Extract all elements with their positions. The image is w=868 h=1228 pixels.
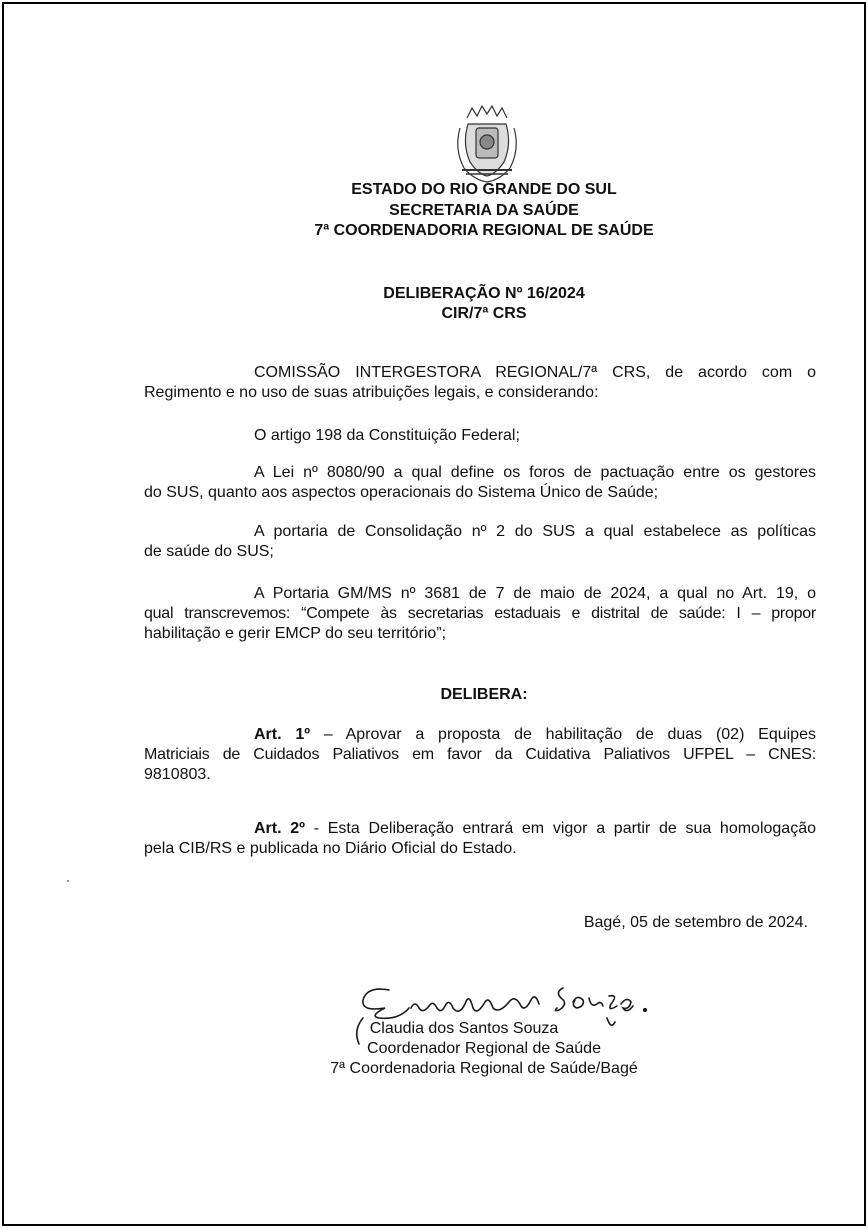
- paragraph-commission: COMISSÃO INTERGESTORA REGIONAL/7ª CRS, de acordo com o Regimento e no uso de suas atribuições legais, e considerando:: [144, 364, 816, 401]
- paragraph-portaria-gm: A Portaria GM/MS nº 3681 de 7 de maio de 2024, a qual no Art. 19, o qual transcrevemos: “Compete às secretarias estaduais e distrital de saúde: I – propor habilitação e gerir EMCP do seu território”;: [144, 585, 816, 642]
- place-and-date: Bagé, 05 de setembro de 2024.: [583, 914, 808, 931]
- deliberation-number: DELIBERAÇÃO Nº 16/2024: [383, 285, 585, 302]
- signature-block: [294, 1019, 674, 1079]
- scan-speck: [67, 880, 69, 882]
- signer-role: Coordenador Regional de Saúde: [367, 1040, 601, 1057]
- state-name: ESTADO DO RIO GRANDE DO SUL: [351, 181, 617, 198]
- department-name: SECRETARIA DA SAÚDE: [389, 201, 579, 219]
- paragraph-constitution: O artigo 198 da Constituição Federal;: [254, 427, 520, 444]
- signer-organization: 7ª Coordenadoria Regional de Saúde/Bagé: [330, 1060, 638, 1077]
- regional-office-name: 7ª COORDENADORIA REGIONAL DE SAÚDE: [314, 222, 654, 239]
- article-1-label: Art. 1º: [254, 726, 311, 743]
- article-2-label: Art. 2º: [254, 820, 305, 837]
- signer-name: Claudia dos Santos Souza: [369, 1020, 559, 1037]
- deliberation-body: CIR/7ª CRS: [441, 305, 527, 322]
- delibera-heading: DELIBERA:: [440, 686, 528, 703]
- article-2: Art. 2º - Esta Deliberação entrará em vigor a partir de sua homologação pela CIB/RS e publicada no Diário Oficial do Estado.: [144, 820, 816, 857]
- paragraph-portaria-consolidacao: A portaria de Consolidação nº 2 do SUS a qual estabelece as políticas de saúde do SUS;: [144, 523, 816, 560]
- paragraph-law: A Lei nº 8080/90 a qual define os foros de pactuação entre os gestores do SUS, quanto aos aspectos operacionais do Sistema Único de Saúde;: [144, 464, 816, 501]
- coat-of-arms-icon: [452, 104, 522, 184]
- letterhead: [234, 180, 734, 242]
- document-page: [2, 2, 866, 1226]
- deliberation-title: [334, 284, 634, 324]
- article-1: Art. 1º – Aprovar a proposta de habilitação de duas (02) Equipes Matriciais de Cuidados Paliativos em favor da Cuidativa Paliativos UFPEL – CNES: 9810803.: [144, 726, 816, 783]
